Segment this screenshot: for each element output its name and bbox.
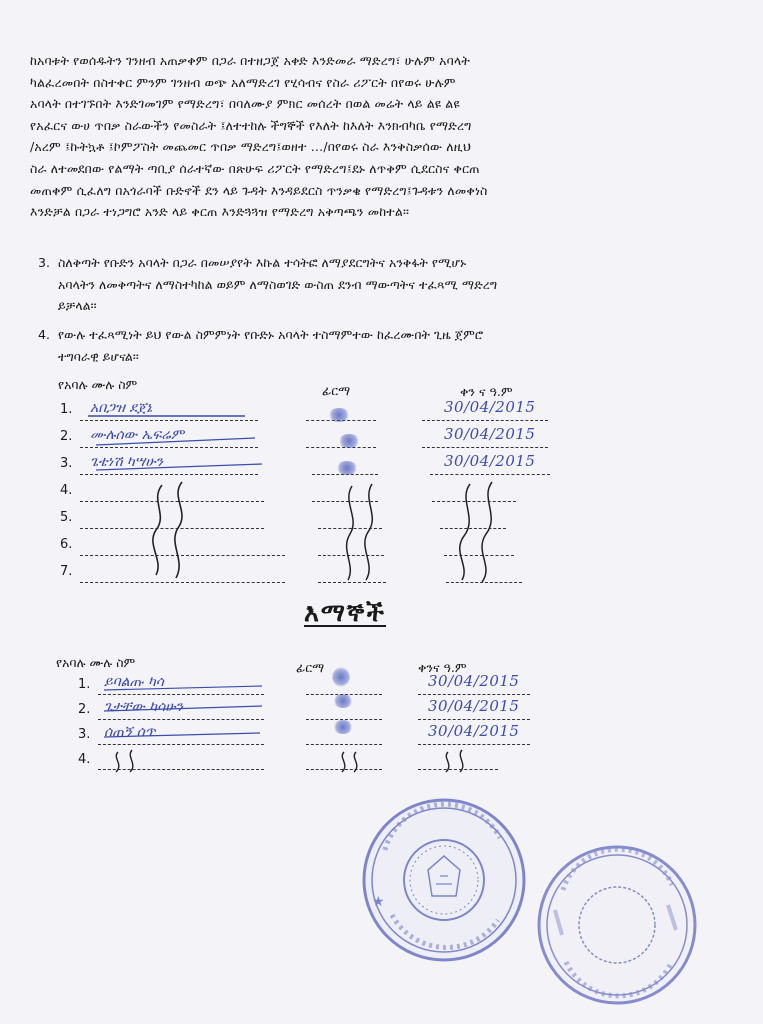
member-name: አበጋዝ ደጀኔ — [90, 400, 152, 416]
name-strike-mark — [96, 438, 255, 445]
signature-header: ፊርማ — [322, 383, 351, 398]
witness-date: 30/04/2015 — [428, 722, 520, 740]
member-name: ጌቴነሽ ካሣሁን — [90, 454, 164, 470]
witnesses-heading: እማኞች — [304, 598, 387, 627]
witness-date-header: ቀንና ዓ.ም — [418, 660, 467, 675]
row-number: 1. — [78, 677, 91, 692]
cancel-squiggle-mark — [460, 484, 470, 580]
clause-line: ስለቅጣት የቡድን አባላት በጋራ በመሠያየት እኩል ተሳትፎ ለማያደርግትና አንቅፋት የሚሆኑ — [58, 255, 467, 270]
paragraph-line: የአፈርና ውሀ ጥበቃ ስራውችን የመስራት ፤ለተተከሉ ችግኞች የእለት ከእለት እንክብካቤ የማድረግ — [30, 117, 472, 133]
cancel-squiggle-mark — [482, 482, 492, 582]
witness-name-header: የአባሉ ሙሉ ስም — [56, 655, 136, 670]
cancel-squiggle-mark — [460, 750, 463, 772]
row-number: 2. — [60, 429, 73, 444]
name-strike-mark — [104, 706, 262, 711]
cancel-squiggle-mark — [347, 486, 354, 580]
member-name: ሙሉሰው ኤፍሬም — [90, 427, 184, 443]
svg-text:★: ★ — [372, 894, 385, 910]
cancel-squiggle-mark — [365, 484, 372, 580]
row-number: 1. — [60, 402, 73, 417]
paragraph-line: እንድቻል በጋራ ተነጋግሮ አንድ ላይ ቀርጠ እንድጓጓዝ የማድረግ አቅጣጫን መከተል፡፡ — [30, 204, 410, 220]
cancel-squiggle-mark — [153, 485, 162, 575]
date-header: ቀን ና ዓ.ም — [460, 384, 513, 399]
clause-line: አባላትን ለመቅጣትና ለማስተካከል ወይም ለማስወገድ ውስጠ ደንብ ማውጣትና ተፈጻሚ ማድረግ — [58, 276, 498, 292]
name-strike-mark — [104, 686, 262, 690]
witness-name: ጌታቸው ካሳሁን — [104, 699, 183, 715]
witness-signature-header: ፊርማ — [296, 660, 325, 675]
witness-date: 30/04/2015 — [428, 672, 520, 690]
signature-date: 30/04/2015 — [444, 452, 536, 470]
member-name-header: የአባሉ ሙሉ ስም — [58, 377, 138, 392]
clause-line: ይቻላል፡፡ — [58, 298, 97, 313]
signature-date: 30/04/2015 — [444, 398, 536, 416]
row-number: 5. — [60, 510, 73, 525]
paragraph-line: ስራ ለተመደበው የልማት ጣቢያ ሰራተኛው በጽሁፍ ሪፖርት የማድረግ፤ደኑ ለጥቅም ሲደርስና ቀርጠ — [30, 160, 480, 176]
cancel-squiggle-mark — [446, 752, 449, 772]
clause-number: 4. — [38, 327, 51, 342]
paragraph-line: መጠቀም ሲፈለግ በአጎራባች ቡድኖች ደን ላይ ጉዳት እንዳይደርስ ጥንቃቄ የማድረግ፤ጉዳቱን ለመቀነስ — [30, 182, 488, 198]
cancel-squiggle-mark — [116, 752, 119, 772]
row-number: 3. — [60, 456, 73, 471]
row-number: 2. — [78, 702, 91, 717]
witness-name: ይባልጡ ካሳ — [104, 674, 164, 690]
row-number: 4. — [60, 483, 73, 498]
paragraph-line: ከአባቱት የወሰዱትን ገንዘብ አጠቃቀም በጋራ በተዘጋጀ አቀድ እንድመራ ማድረግ፣ ሁሉም አባላት — [30, 53, 470, 68]
clause-line: የውሉ ተፈጻሚነት ይህ የውል ስምምነት የቡድኑ አባላት ተስማምተው ከፈረሙበት ጊዜ ጀምሮ — [58, 327, 484, 342]
official-seal-right — [539, 847, 695, 1003]
paragraph-line: አባላት በተገኙበት እንድገመገም የማድረግ፣ በባለሙያ ምክር መሰረት በወል መሬት ላይ ልዩ ልዩ — [30, 96, 460, 112]
cancel-squiggle-mark — [342, 752, 345, 772]
signature-date: 30/04/2015 — [444, 425, 536, 443]
name-strike-mark — [104, 733, 260, 737]
row-number: 4. — [78, 752, 91, 767]
witness-date: 30/04/2015 — [428, 697, 520, 715]
row-number: 3. — [78, 727, 91, 742]
official-seal-left — [364, 800, 524, 960]
paragraph-line: ካልፈረመበት በስተቀር ምንም ገንዘብ ወጭ አለማድረገ የሂሳብና የስራ ሪፖርት በየወሩ ሁሉም — [30, 74, 456, 90]
row-number: 6. — [60, 537, 73, 552]
cancel-squiggle-mark — [175, 482, 182, 578]
cancel-squiggle-mark — [354, 752, 357, 772]
name-strike-mark — [96, 464, 262, 470]
witness-name: ሰጠኝ ሰጥ — [104, 724, 156, 740]
row-number: 7. — [60, 564, 73, 579]
paragraph-line: /አረም ፤ኩትኳቶ ፤ኮምፖስት መጨመር ጥበቃ ማድረግ፤ወዘተ …/በየወሩ ስራ እንቅስቃሰው ለዚህ — [30, 139, 472, 155]
clause-number: 3. — [38, 255, 51, 270]
clause-line: ተግባራዊ ይሆናል፡፡ — [58, 348, 139, 364]
cancel-squiggle-mark — [130, 750, 133, 772]
